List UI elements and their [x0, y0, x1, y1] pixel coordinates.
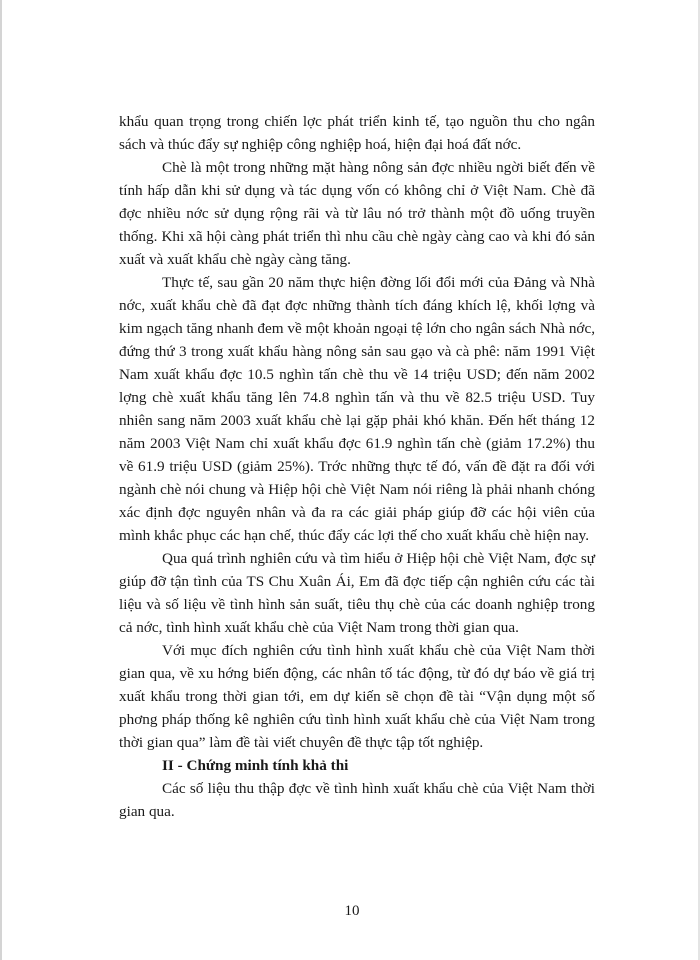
paragraph-research-purpose: Với mục đích nghiên cứu tình hình xuất khẩu chè của Việt Nam thời gian qua, về xu hớng biến động, các nhân tố tác động, từ đó dự báo về giá trị xuất khẩu trong thời gian tới, em dự kiến sẽ chọn đề tài “Vận dụng một số phơng pháp thống kê nghiên cứu tình hình xuất khẩu chè của Việt Nam trong thời gian qua” làm đề tài viết chuyên đề thực tập tốt nghiệp. — [119, 642, 595, 751]
paragraph-intro-continuation: khẩu quan trọng trong chiến lợc phát triển kinh tế, tạo nguồn thu cho ngân sách và thúc đẩy sự nghiệp công nghiệp hoá, hiện đại hoá đất nớc. — [119, 113, 595, 153]
paragraph-research-process: Qua quá trình nghiên cứu và tìm hiểu ở Hiệp hội chè Việt Nam, đợc sự giúp đỡ tận tình của TS Chu Xuân Ái, Em đã đợc tiếp cận nghiên cứu các tài liệu và số liệu về tình hình sản suất, tiêu thụ chè của các doanh nghiệp trong cả nớc, tình hình xuất khẩu chè của Việt Nam trong thời gian qua. — [119, 550, 595, 636]
paragraph-data-sources: Các số liệu thu thập đợc về tình hình xuất khẩu chè của Việt Nam thời gian qua. — [119, 780, 595, 820]
document-body — [119, 110, 595, 823]
paragraph-export-facts: Thực tế, sau gần 20 năm thực hiện đờng lối đổi mới của Đảng và Nhà nớc, xuất khẩu chè đã đạt đợc những thành tích đáng khích lệ, khối lợng và kim ngạch tăng nhanh đem về một khoản ngoại tệ lớn cho ngân sách Nhà nớc, đứng thứ 3 trong xuất khẩu hàng nông sản sau gạo và cà phê: năm 1991 Việt Nam xuất khẩu đợc 10.5 nghìn tấn chè thu về 14 triệu USD; đến năm 2002 lợng chè xuất khẩu tăng lên 74.8 nghìn tấn và thu về 82.5 triệu USD. Tuy nhiên sang năm 2003 xuất khẩu chè lại gặp phải khó khăn. Đến hết tháng 12 năm 2003 Việt Nam chỉ xuất khẩu đợc 61.9 nghìn tấn chè (giảm 17.2%) thu về 61.9 triệu USD (giảm 25%). Trớc những thực tế đó, vấn đề đặt ra đối với ngành chè nói chung và Hiệp hội chè Việt Nam nói riêng là phải nhanh chóng xác định đợc nguyên nhân và đa ra các giải pháp giúp đỡ các hội viên của mình khắc phục các hạn chế, thúc đẩy các lợi thế cho xuất khẩu chè hiện nay. — [119, 274, 595, 544]
paragraph-tea-overview: Chè là một trong những mặt hàng nông sản đợc nhiều ngời biết đến về tính hấp dẫn khi sử dụng và tác dụng vốn có không chỉ ở Việt Nam. Chè đã đợc nhiều nớc sử dụng rộng rãi và từ lâu nó trở thành một đồ uống truyền thống. Khi xã hội càng phát triển thì nhu cầu chè ngày càng cao và khi đó sản xuất và xuất khẩu chè ngày càng tăng. — [119, 159, 595, 268]
section-heading-feasibility: II - Chứng minh tính khả thi — [162, 757, 349, 774]
page-number: 10 — [344, 903, 360, 919]
